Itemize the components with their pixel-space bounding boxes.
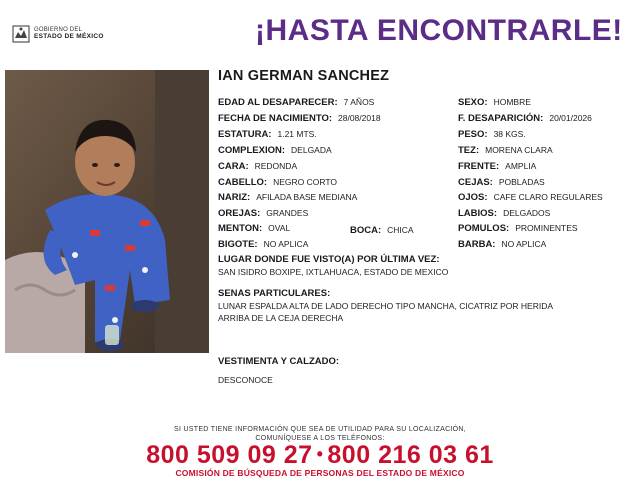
field-cejas xyxy=(458,176,545,189)
field-fecha-nacimiento xyxy=(218,112,381,125)
field-barba-label: BARBA: xyxy=(458,239,496,250)
field-cabello-value: NEGRO CORTO xyxy=(273,177,337,187)
field-barba-value: NO APLICA xyxy=(501,239,547,249)
field-labios-label: LABIOS: xyxy=(458,208,498,219)
field-cara-value: REDONDA xyxy=(254,161,298,171)
logo-line-2: ESTADO DE MÉXICO xyxy=(34,32,104,40)
field-pomulos xyxy=(458,222,578,235)
clothing-value: DESCONOCE xyxy=(218,375,273,385)
footer-note-line-1: SI USTED TIENE INFORMACIÓN QUE SEA DE UTILIDAD PARA SU LOCALIZACIÓN, xyxy=(173,426,467,433)
field-peso xyxy=(458,128,526,141)
field-bigote-value: NO APLICA xyxy=(263,239,309,249)
field-ojos-label: OJOS: xyxy=(458,192,488,203)
field-estatura-label: ESTATURA: xyxy=(218,129,272,140)
field-edad xyxy=(218,96,374,109)
field-sexo xyxy=(458,96,531,109)
field-sexo-label: SEXO: xyxy=(458,97,488,108)
field-menton-label: MENTON: xyxy=(218,223,263,234)
field-nariz xyxy=(218,191,357,204)
field-ojos-value: CAFE CLARO REGULARES xyxy=(493,192,603,202)
field-frente xyxy=(458,160,536,173)
field-cabello xyxy=(218,176,337,189)
field-cejas-value: POBLADAS xyxy=(498,177,545,187)
phone-number-1[interactable]: 800 509 09 27 xyxy=(146,441,313,469)
last-seen-value: SAN ISIDRO BOXIPE, IXTLAHUACA, ESTADO DE MEXICO xyxy=(218,267,449,277)
field-pomulos-label: POMULOS: xyxy=(458,223,510,234)
field-nariz-label: NARIZ: xyxy=(218,192,251,203)
field-boca xyxy=(350,224,414,237)
field-edad-label: EDAD AL DESAPARECER: xyxy=(218,97,338,108)
marks-line-2: ARRIBA DE LA CEJA DERECHA xyxy=(218,313,344,323)
last-seen-label: LUGAR DONDE FUE VISTO(A) POR ÚLTIMA VEZ: xyxy=(218,254,440,265)
field-cejas-label: CEJAS: xyxy=(458,177,493,188)
field-estatura xyxy=(218,128,317,141)
field-pomulos-value: PROMINENTES xyxy=(515,223,578,233)
logo-line-1: GOBIERNO DEL xyxy=(34,27,83,34)
field-complexion xyxy=(218,144,332,157)
person-name: IAN GERMAN SANCHEZ xyxy=(218,68,390,84)
field-fecha-desaparicion-value: 20/01/2026 xyxy=(549,113,592,123)
clothing-label: VESTIMENTA Y CALZADO: xyxy=(218,356,340,367)
field-frente-label: FRENTE: xyxy=(458,161,500,172)
field-menton-value: OVAL xyxy=(268,223,291,233)
field-cara xyxy=(218,160,297,173)
field-boca-label: BOCA: xyxy=(350,225,382,236)
commission-name: COMISIÓN DE BÚSQUEDA DE PERSONAS DEL ESTADO DE MÉXICO xyxy=(175,468,465,478)
field-cabello-label: CABELLO: xyxy=(218,177,268,188)
field-estatura-value: 1.21 MTS. xyxy=(277,129,317,139)
field-fecha-nacimiento-value: 28/08/2018 xyxy=(338,113,381,123)
field-tez-label: TEZ: xyxy=(458,145,480,156)
footer-note-line-2: COMUNÍQUESE A LOS TELÉFONOS: xyxy=(255,435,385,442)
field-boca-value: CHICA xyxy=(387,225,414,235)
field-orejas-value: GRANDES xyxy=(266,208,309,218)
field-complexion-label: COMPLEXION: xyxy=(218,145,286,156)
field-peso-label: PESO: xyxy=(458,129,488,140)
field-frente-value: AMPLIA xyxy=(505,161,537,171)
field-sexo-value: HOMBRE xyxy=(493,97,531,107)
field-orejas-label: OREJAS: xyxy=(218,208,261,219)
field-fecha-desaparicion-label: F. DESAPARICIÓN: xyxy=(458,113,544,124)
field-tez-value: MORENA CLARA xyxy=(485,145,553,155)
field-complexion-value: DELGADA xyxy=(291,145,332,155)
field-fecha-desaparicion xyxy=(458,112,592,125)
marks-line-1: LUNAR ESPALDA ALTA DE LADO DERECHO TIPO MANCHA, CICATRIZ POR HERIDA xyxy=(218,301,554,311)
child-photo-illustration xyxy=(5,70,209,353)
field-fecha-nacimiento-label: FECHA DE NACIMIENTO: xyxy=(218,113,332,124)
field-labios xyxy=(458,207,550,220)
government-logo xyxy=(12,22,122,46)
field-labios-value: DELGADOS xyxy=(503,208,551,218)
state-seal-icon xyxy=(12,24,30,44)
field-edad-value: 7 AÑOS xyxy=(343,97,375,107)
field-cara-label: CARA: xyxy=(218,161,249,172)
field-ojos xyxy=(458,191,603,204)
field-barba xyxy=(458,238,546,251)
field-peso-value: 38 KGS. xyxy=(493,129,526,139)
field-bigote xyxy=(218,238,308,251)
field-nariz-value: AFILADA BASE MEDIANA xyxy=(256,192,358,202)
headline: ¡HASTA ENCONTRARLE! xyxy=(255,14,623,47)
field-tez xyxy=(458,144,553,157)
missing-person-photo xyxy=(5,70,209,353)
marks-label: SENAS PARTICULARES: xyxy=(218,288,331,299)
field-menton xyxy=(218,222,290,235)
phone-separator: • xyxy=(316,444,324,464)
phone-numbers xyxy=(0,441,640,470)
phone-number-2[interactable]: 800 216 03 61 xyxy=(327,441,494,469)
field-orejas xyxy=(218,207,308,220)
field-bigote-label: BIGOTE: xyxy=(218,239,258,250)
